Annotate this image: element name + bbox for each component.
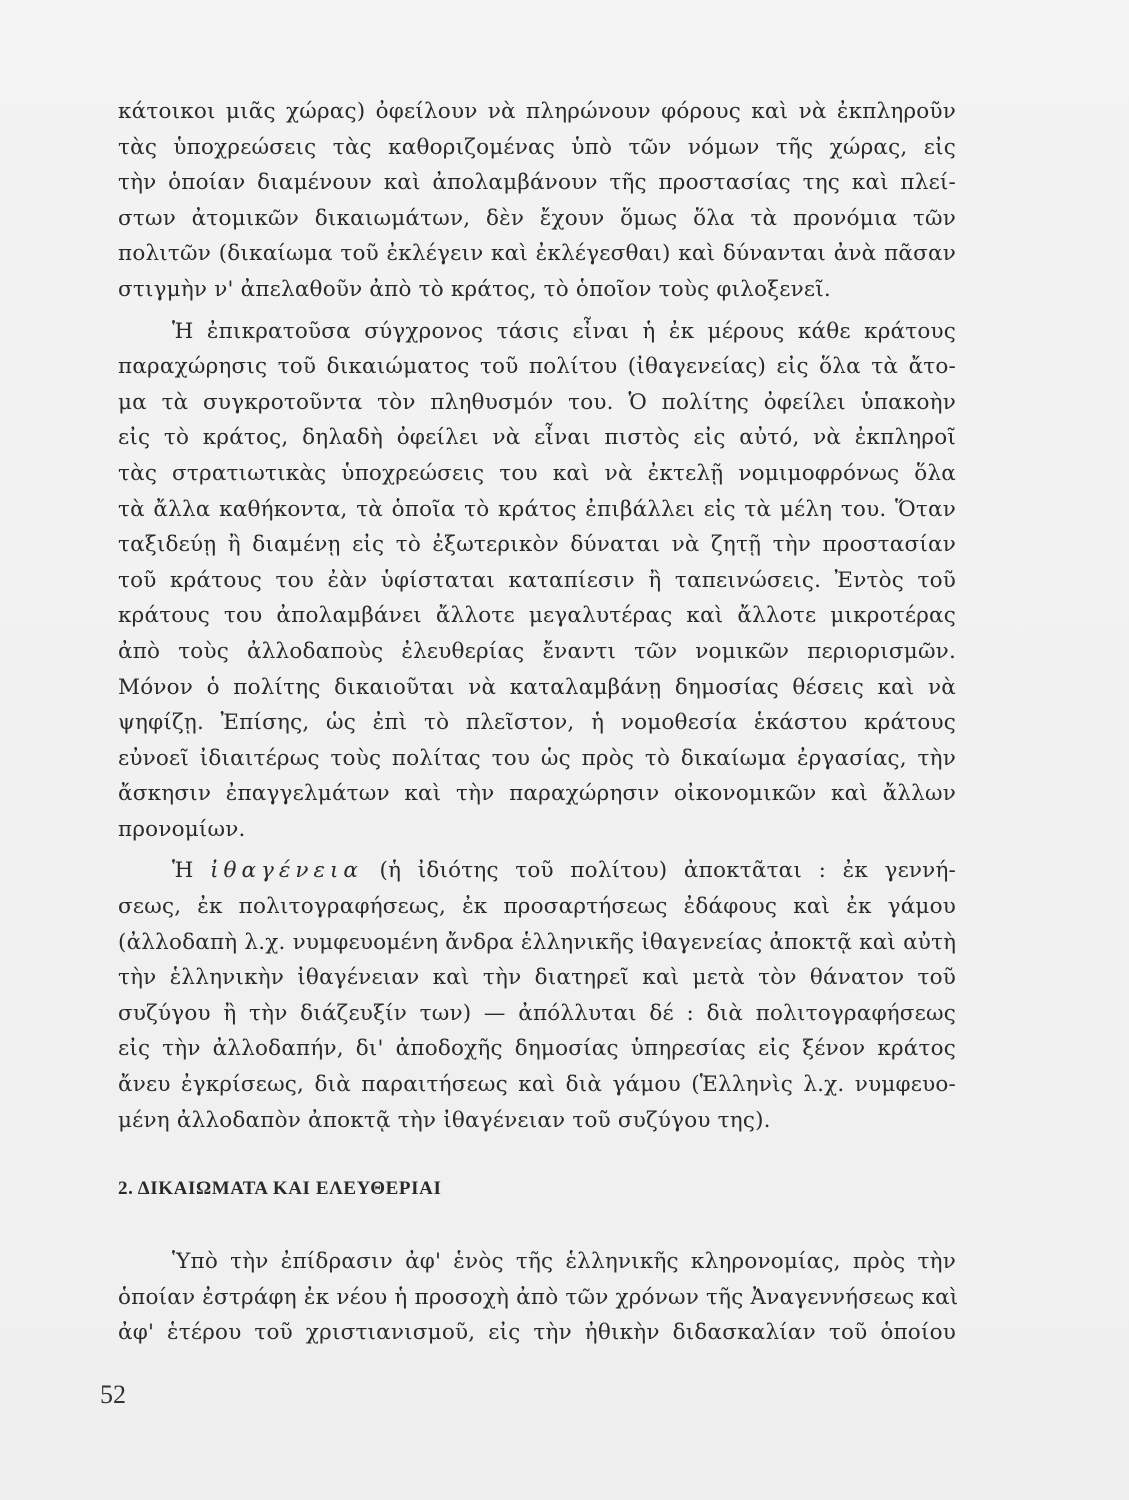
text-line: ἀπὸ τοὺς ἀλλοδαποὺς ἐλευθερίας ἔναντι τῶν νομικῶν περιορισμῶν. <box>118 638 956 664</box>
text-line: μένη ἀλλοδαπὸν ἀποκτᾷ τὴν ἰθαγένειαν τοῦ συζύγου της). <box>118 1107 771 1133</box>
line-rest: (ἡ ἰδιότης τοῦ πολίτου) ἀποκτᾶται : ἐκ γεννή- <box>362 858 956 884</box>
paragraph-3 <box>118 853 956 1138</box>
text-line: εὐνοεῖ ἰδιαιτέρως τοὺς πολίτας του ὡς πρὸς τὸ δικαίωμα ἐργασίας, τὴν <box>118 745 956 771</box>
text-line: Ὑπὸ τὴν ἐπίδρασιν ἀφ' ἑνὸς τῆς ἑλληνικῆς κληρονομίας, πρὸς τὴν <box>172 1249 956 1274</box>
text-line: ἀφ' ἑτέρου τοῦ χριστιανισμοῦ, εἰς τὴν ἠθικὴν διδασκαλίαν τοῦ ὁποίου <box>118 1320 956 1346</box>
text-line <box>118 853 956 889</box>
text-line: σεως, ἐκ πολιτογραφήσεως, ἐκ προσαρτήσεως ἐδάφους καὶ ἐκ γάμου <box>118 894 956 920</box>
text-line: κάτοικοι μιᾶς χώρας) ὀφείλουν νὰ πληρώνουν φόρους καὶ νὰ ἐκπληροῦν <box>118 99 956 124</box>
paragraph-2 <box>118 314 956 848</box>
text-line: παραχώρησις τοῦ δικαιώματος τοῦ πολίτου (ἰθαγενείας) εἰς ὅλα τὰ ἄτο- <box>118 354 956 380</box>
text-line: τὴν ὁποίαν διαμένουν καὶ ἀπολαμβάνουν τῆς προστασίας της καὶ πλεί- <box>118 170 956 196</box>
text-line: εἰς τὴν ἀλλοδαπήν, δι' ἀποδοχῆς δημοσίας ὑπηρεσίας εἰς ξένον κράτος <box>118 1036 956 1062</box>
text-line: Μόνον ὁ πολίτης δικαιοῦται νὰ καταλαμβάνῃ δημοσίας θέσεις καὶ νὰ <box>118 674 956 700</box>
text-line: προνομίων. <box>118 816 246 842</box>
text-line: τοῦ κράτους του ἐὰν ὑφίσταται καταπίεσιν ἢ ταπεινώσεις. Ἐντὸς τοῦ <box>118 567 956 593</box>
spaced-term: ἰθαγένεια <box>210 858 363 884</box>
text-line: ψηφίζῃ. Ἐπίσης, ὡς ἐπὶ τὸ πλεῖστον, ἡ νομοθεσία ἑκάστου κράτους <box>118 710 956 736</box>
text-line: ἄνευ ἐγκρίσεως, διὰ παραιτήσεως καὶ διὰ γάμου (Ἑλληνὶς λ.χ. νυμφευο- <box>118 1072 956 1098</box>
paragraph-1 <box>118 94 956 308</box>
text-line: (ἀλλοδαπὴ λ.χ. νυμφευομένη ἄνδρα ἑλληνικῆς ἰθαγενείας ἀποκτᾷ καὶ αὐτὴ <box>118 929 957 955</box>
text-line: τὰς στρατιωτικὰς ὑποχρεώσεις του καὶ νὰ ἐκτελῇ νομιμοφρόνως ὅλα <box>118 460 956 486</box>
section-heading-block <box>118 1178 956 1200</box>
text-line: εἰς τὸ κράτος, δηλαδὴ ὀφείλει νὰ εἶναι πιστὸς εἰς αὐτό, νὰ ἐκπληροῖ <box>118 425 956 451</box>
text-line: τὴν ἑλληνικὴν ἰθαγένειαν καὶ τὴν διατηρεῖ καὶ μετὰ τὸν θάνατον τοῦ <box>118 965 956 991</box>
text-line: ταξιδεύῃ ἢ διαμένῃ εἰς τὸ ἐξωτερικὸν δύναται νὰ ζητῇ τὴν προστασίαν <box>118 532 956 558</box>
text-line: τὰς ὑποχρεώσεις τὰς καθοριζομένας ὑπὸ τῶν νόμων τῆς χώρας, εἰς <box>118 134 956 160</box>
text-line: πολιτῶν (δικαίωμα τοῦ ἐκλέγειν καὶ ἐκλέγεσθαι) καὶ δύνανται ἀνὰ πᾶσαν <box>118 241 956 267</box>
text-line: ἄσκησιν ἐπαγγελμάτων καὶ τὴν παραχώρησιν οἰκονομικῶν καὶ ἄλλων <box>118 781 956 807</box>
text-line: Ἡ ἐπικρατοῦσα σύγχρονος τάσις εἶναι ἡ ἐκ μέρους κάθε κράτους <box>172 318 956 344</box>
section-heading: 2. ΔΙΚΑΙΩΜΑΤΑ ΚΑΙ ΕΛΕΥΘΕΡΙΑΙ <box>118 1178 442 1199</box>
paragraph-lead: Ἡ <box>172 858 211 884</box>
text-line: κράτους του ἀπολαμβάνει ἄλλοτε μεγαλυτέρας καὶ ἄλλοτε μικροτέρας <box>118 603 956 629</box>
main-text <box>118 94 956 1138</box>
text-line: συζύγου ἢ τὴν διάζευξίν των) — ἀπόλλυται δέ : διὰ πολιτογραφήσεως <box>118 1000 956 1026</box>
paragraph-4 <box>118 1244 959 1351</box>
page-number: 52 <box>100 1380 126 1409</box>
text-line: τὰ ἄλλα καθήκοντα, τὰ ὁποῖα τὸ κράτος ἐπιβάλλει εἰς τὰ μέλη του. Ὅταν <box>118 496 956 522</box>
text-line: στιγμὴν ν' ἀπελαθοῦν ἀπὸ τὸ κράτος, τὸ ὁποῖον τοὺς φιλοξενεῖ. <box>118 276 831 302</box>
text-line: ὁποίαν ἐστράφη ἐκ νέου ἡ προσοχὴ ἀπὸ τῶν χρόνων τῆς Ἀναγεννήσεως καὶ <box>118 1284 959 1310</box>
text-line: στων ἀτομικῶν δικαιωμάτων, δὲν ἔχουν ὅμως ὅλα τὰ προνόμια τῶν <box>118 205 956 231</box>
section-text <box>118 1244 959 1351</box>
text-line: μα τὰ συγκροτοῦντα τὸν πληθυσμόν του. Ὁ πολίτης ὀφείλει ὑπακοὴν <box>118 389 956 415</box>
